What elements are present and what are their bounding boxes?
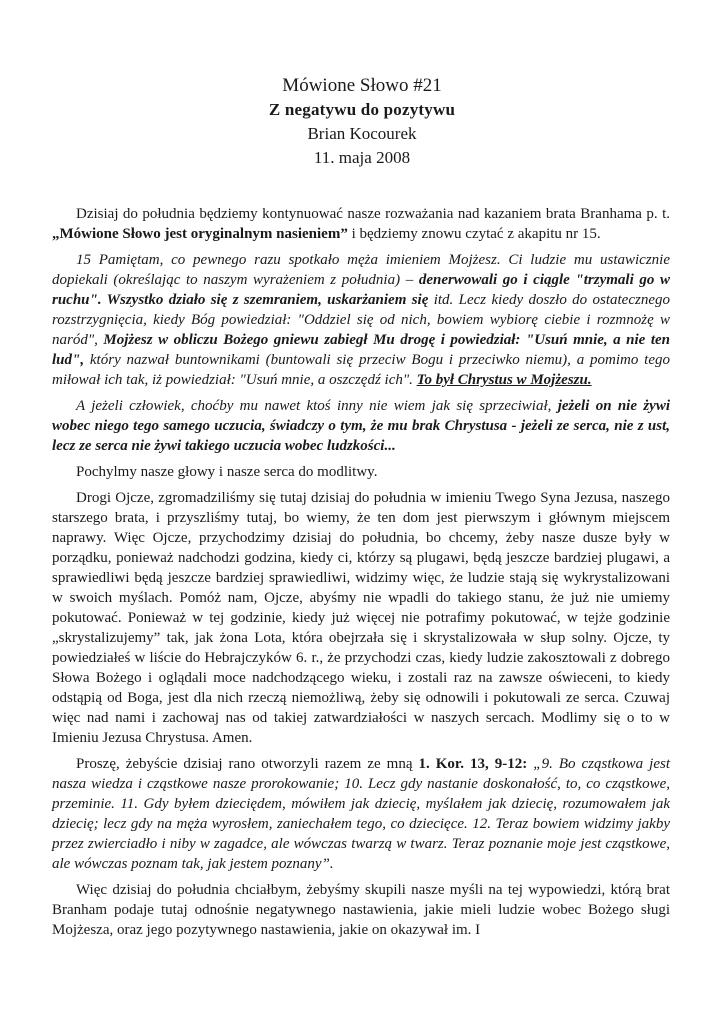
text-run: itd. Lecz kiedy doszło do ostatecznego rozstrzygnięcia, kiedy Bóg powiedział: "Oddziel się od nich, bowiem wybiorę ciebie i rozmnożę w naród", — [52, 292, 670, 348]
document-author: Brian Kocourek — [307, 124, 417, 143]
paragraph-intro — [52, 204, 670, 244]
text-run: A jeżeli człowiek, choćby mu nawet ktoś inny nie wiem jak się sprzeciwiał, — [76, 398, 558, 414]
emphasis-run: jeżeli on nie żywi wobec niego tego samego uczucia, świadczy o tym, że mu brak Chrystusa - jeżeli ze serca, nie z ust, lecz ze serca nie żywi takiego uczucia wobec ludzkości... — [52, 398, 670, 454]
document-body — [52, 204, 670, 946]
document-title: Mówione Słowo #21 — [282, 75, 442, 96]
paragraph-prayer-call: Pochylmy nasze głowy i nasze serca do modlitwy. — [76, 464, 378, 480]
scripture-reference: 1. Kor. 13, 9-12: — [418, 756, 528, 772]
document-date: 11. maja 2008 — [313, 148, 411, 167]
paragraph-quote-continued — [52, 396, 670, 456]
emphasis-underlined-run: To był Chrystus w Mojżeszu. — [416, 372, 592, 388]
paragraph-prayer: Drogi Ojcze, zgromadziliśmy się tutaj dzisiaj do południa w imieniu Twego Syna Jezusa, naszego starszego brata, i przyszliśmy tutaj, bo wiemy, że ten dom jest pierwszym i głównym miejscem naprawy. Więc Ojcze, przychodzimy dzisiaj do południa, bo chcemy, żeby nasze dusze były w porządku, ponieważ nadchodzi godzina, kiedy ci, którzy są plugawi, będą jeszcze bardziej plugawi, a sprawiedliwi będą jeszcze bardziej sprawiedliwi, widzimy więc, że ludzie stają się wykrystalizowani w swoich myślach. Pomóż nam, Ojcze, abyśmy nie wpadli do takiego stanu, że już nie umiemy pokutować. Ponieważ w tej godzinie, kiedy już więcej nie potrafimy pokutować, w tejże godzinie „skrystalizujemy” tak, jak żona Lota, która obejrzała się i skrystalizowała w słup solny. Ojcze, ty powiedziałeś w liście do Hebrajczyków 6. r., że przychodzi czas, kiedy ludzie zakosztowali z dobrego Słowa Bożego i oglądali moce nadchodzącego wieku, i zostali raz na zawsze oświeceni, to kiedy odstąpią od Boga, jest dla nich rzeczą niemożliwą, żeby się odnowili i pokutowali ze serca. Czuwaj więc nad nami i zachowaj nas od takiej zatwardziałości w naszych sercach. Modlimy się o to w Imieniu Jezusa Chrystusa. Amen. — [52, 490, 670, 746]
paragraph-focus: Więc dzisiaj do południa chciałbym, żebyśmy skupili nasze myśli na tej wypowiedzi, którą brat Branham podaje tutaj odnośnie negatywnego nastawienia, jakie mieli ludzie wobec Bożego sługi Mojżesza, oraz jego pozytywnego nastawienia, jakie on okazywał im. I — [52, 882, 670, 938]
paragraph-scripture — [52, 754, 670, 874]
sermon-title: „Mówione Słowo jest oryginalnym nasieniem” — [52, 226, 348, 242]
emphasis-run: denerwowali go i ciągle "trzymali go w ruchu". Wszystko działo się z szemraniem, uskarżaniem się — [52, 272, 670, 308]
document-header — [0, 74, 724, 170]
text-run: Dzisiaj do południa będziemy kontynuować nasze rozważania nad kazaniem brata Branhama p. t. — [76, 206, 670, 222]
paragraph-quote-15 — [52, 250, 670, 390]
text-run: i będziemy znowu czytać z akapitu nr 15. — [347, 226, 601, 242]
text-run: Proszę, żebyście dzisiaj rano otworzyli razem ze mną — [76, 756, 419, 772]
document-subtitle: Z negatywu do pozytywu — [268, 100, 456, 119]
scripture-quote: „9. Bo cząstkowa jest nasza wiedza i cząstkowe nasze prorokowanie; 10. Lecz gdy nastanie doskonałość, to, co cząstkowe, przeminie. 11. Gdy byłem dzieciędem, mówiłem jak dziecię, myślałem jak dziecię, rozumowałem jak dziecię; lecz gdy na męża wyrosłem, zaniechałem tego, co dziecięce. 12. Teraz bowiem widzimy jakby przez zwierciadło i niby w zagadce, ale wówczas twarzą w twarz. Teraz poznanie moje jest cząstkowe, ale wówczas poznam tak, jak jestem poznany”. — [52, 756, 670, 872]
text-run: 15 Pamiętam, co pewnego razu spotkało męża imieniem Mojżesz. Ci ludzie mu ustawicznie dopiekali (określając to naszym wyrażeniem z południa) – — [52, 252, 670, 288]
text-run: który nazwał buntownikami (buntowali się przeciw Bogu i przeciwko niemu), a pomimo tego miłował ich tak, iż powiedział: "Usuń mnie, a oszczędź ich". — [52, 352, 670, 388]
emphasis-run: Mojżesz w obliczu Bożego gniewu zabiegł Mu drogę i powiedział: "Usuń mnie, a nie ten lud", — [52, 332, 671, 368]
